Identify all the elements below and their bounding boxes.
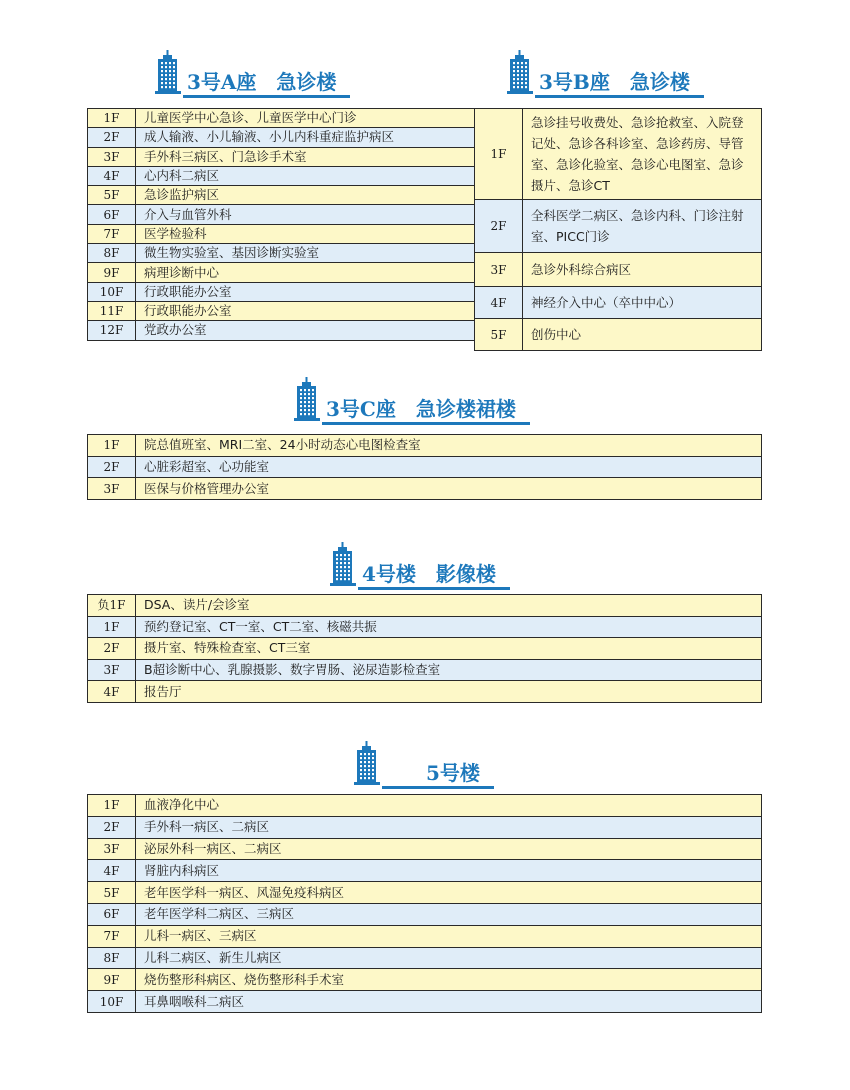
floor-label: 6F xyxy=(88,903,136,925)
floor-label: 1F xyxy=(88,795,136,817)
floor-departments: 介入与血管外科 xyxy=(136,205,762,224)
floor-departments: 急诊监护病区 xyxy=(136,186,762,205)
section-a-title: 3号A座 急诊楼 xyxy=(183,70,350,98)
floor-label: 1F xyxy=(88,616,136,638)
section-b-header xyxy=(507,50,704,98)
floor-departments: 心内科二病区 xyxy=(136,166,762,185)
floor-departments: 院总值班室、MRI二室、24小时动态心电图检查室 xyxy=(136,435,762,457)
floor-row xyxy=(88,882,762,904)
floor-departments: 耳鼻咽喉科二病区 xyxy=(136,991,762,1013)
section-b-title: 3号B座 急诊楼 xyxy=(535,70,704,98)
section-b-table xyxy=(474,108,762,351)
floor-label: 8F xyxy=(88,244,136,263)
floor-row xyxy=(475,109,762,200)
floor-row xyxy=(88,860,762,882)
floor-departments: 儿科二病区、新生儿病区 xyxy=(136,947,762,969)
floor-row xyxy=(88,435,762,457)
floor-row xyxy=(88,795,762,817)
floor-label: 4F xyxy=(88,166,136,185)
floor-departments: 老年医学科一病区、风湿免疫科病区 xyxy=(136,882,762,904)
floor-row xyxy=(88,947,762,969)
floor-departments: 医保与价格管理办公室 xyxy=(136,478,762,500)
floor-departments: 全科医学二病区、急诊内科、门诊注射室、PICC门诊 xyxy=(523,200,762,253)
floor-label: 1F xyxy=(88,435,136,457)
floor-departments: 摄片室、特殊检查室、CT三室 xyxy=(136,638,762,660)
floor-label: 3F xyxy=(88,838,136,860)
floor-departments: 行政职能办公室 xyxy=(136,282,762,301)
floor-departments: DSA、读片/会诊室 xyxy=(136,595,762,617)
floor-departments: 泌尿外科一病区、二病区 xyxy=(136,838,762,860)
building-icon xyxy=(507,50,533,98)
floor-label: 3F xyxy=(88,659,136,681)
floor-row xyxy=(88,659,762,681)
section-a-header xyxy=(155,50,350,98)
floor-label: 2F xyxy=(475,200,523,253)
floor-row xyxy=(475,319,762,351)
floor-departments: 急诊挂号收费处、急诊抢救室、入院登记处、急诊各科诊室、急诊药房、导管室、急诊化验室、急诊心电图室、急诊摄片、急诊CT xyxy=(523,109,762,200)
floor-departments: 儿童医学中心急诊、儿童医学中心门诊 xyxy=(136,109,762,128)
floor-departments: 心脏彩超室、心功能室 xyxy=(136,456,762,478)
floor-label: 5F xyxy=(88,882,136,904)
floor-row xyxy=(88,991,762,1013)
floor-row xyxy=(88,616,762,638)
floor-label: 4F xyxy=(88,860,136,882)
floor-row xyxy=(88,969,762,991)
floor-row xyxy=(88,903,762,925)
building-icon xyxy=(294,377,320,425)
floor-label: 2F xyxy=(88,128,136,147)
floor-departments: 微生物实验室、基因诊断实验室 xyxy=(136,244,762,263)
floor-departments: 医学检验科 xyxy=(136,224,762,243)
floor-departments: 病理诊断中心 xyxy=(136,263,762,282)
floor-departments: 血液净化中心 xyxy=(136,795,762,817)
floor-departments: 老年医学科二病区、三病区 xyxy=(136,903,762,925)
section-c-title: 3号C座 急诊楼裙楼 xyxy=(322,397,530,425)
floor-row xyxy=(88,478,762,500)
floor-row xyxy=(475,287,762,319)
section-e-header xyxy=(354,741,494,789)
floor-label: 2F xyxy=(88,816,136,838)
section-e-table xyxy=(87,794,762,1013)
section-c-header xyxy=(294,377,530,425)
floor-label: 3F xyxy=(475,253,523,287)
section-c-table xyxy=(87,434,762,500)
floor-label: 5F xyxy=(88,186,136,205)
floor-label: 9F xyxy=(88,969,136,991)
building-icon xyxy=(354,741,380,789)
floor-row xyxy=(88,925,762,947)
building-icon xyxy=(330,542,356,590)
floor-row xyxy=(88,638,762,660)
floor-label: 11F xyxy=(88,301,136,320)
section-d-table xyxy=(87,594,762,703)
floor-departments: B超诊断中心、乳腺摄影、数字胃肠、泌尿造影检查室 xyxy=(136,659,762,681)
floor-departments: 报告厅 xyxy=(136,681,762,703)
section-d-title: 4号楼 影像楼 xyxy=(358,562,510,590)
floor-label: 2F xyxy=(88,638,136,660)
floor-row xyxy=(475,253,762,287)
building-icon xyxy=(155,50,181,98)
floor-departments: 手外科一病区、二病区 xyxy=(136,816,762,838)
section-e-title: 5号楼 xyxy=(382,761,494,789)
floor-departments: 党政办公室 xyxy=(136,321,762,340)
floor-row xyxy=(88,456,762,478)
floor-row xyxy=(88,816,762,838)
floor-departments: 烧伤整形科病区、烧伤整形科手术室 xyxy=(136,969,762,991)
floor-departments: 儿科一病区、三病区 xyxy=(136,925,762,947)
floor-label: 9F xyxy=(88,263,136,282)
floor-row xyxy=(88,595,762,617)
section-d-header xyxy=(330,542,510,590)
floor-label: 7F xyxy=(88,224,136,243)
floor-label: 8F xyxy=(88,947,136,969)
floor-label: 1F xyxy=(88,109,136,128)
floor-label: 7F xyxy=(88,925,136,947)
floor-label: 12F xyxy=(88,321,136,340)
floor-departments: 成人输液、小儿输液、小儿内科重症监护病区 xyxy=(136,128,762,147)
floor-label: 1F xyxy=(475,109,523,200)
floor-row xyxy=(88,838,762,860)
floor-label: 2F xyxy=(88,456,136,478)
floor-departments: 行政职能办公室 xyxy=(136,301,762,320)
floor-departments: 创伤中心 xyxy=(523,319,762,351)
floor-label: 10F xyxy=(88,282,136,301)
floor-label: 负1F xyxy=(88,595,136,617)
floor-row xyxy=(475,200,762,253)
floor-departments: 急诊外科综合病区 xyxy=(523,253,762,287)
floor-label: 6F xyxy=(88,205,136,224)
floor-departments: 神经介入中心（卒中中心） xyxy=(523,287,762,319)
floor-departments: 预约登记室、CT一室、CT二室、核磁共振 xyxy=(136,616,762,638)
floor-departments: 肾脏内科病区 xyxy=(136,860,762,882)
floor-label: 3F xyxy=(88,478,136,500)
floor-row xyxy=(88,681,762,703)
floor-label: 4F xyxy=(475,287,523,319)
floor-label: 3F xyxy=(88,147,136,166)
floor-label: 5F xyxy=(475,319,523,351)
floor-departments: 手外科三病区、门急诊手术室 xyxy=(136,147,762,166)
floor-label: 4F xyxy=(88,681,136,703)
floor-label: 10F xyxy=(88,991,136,1013)
